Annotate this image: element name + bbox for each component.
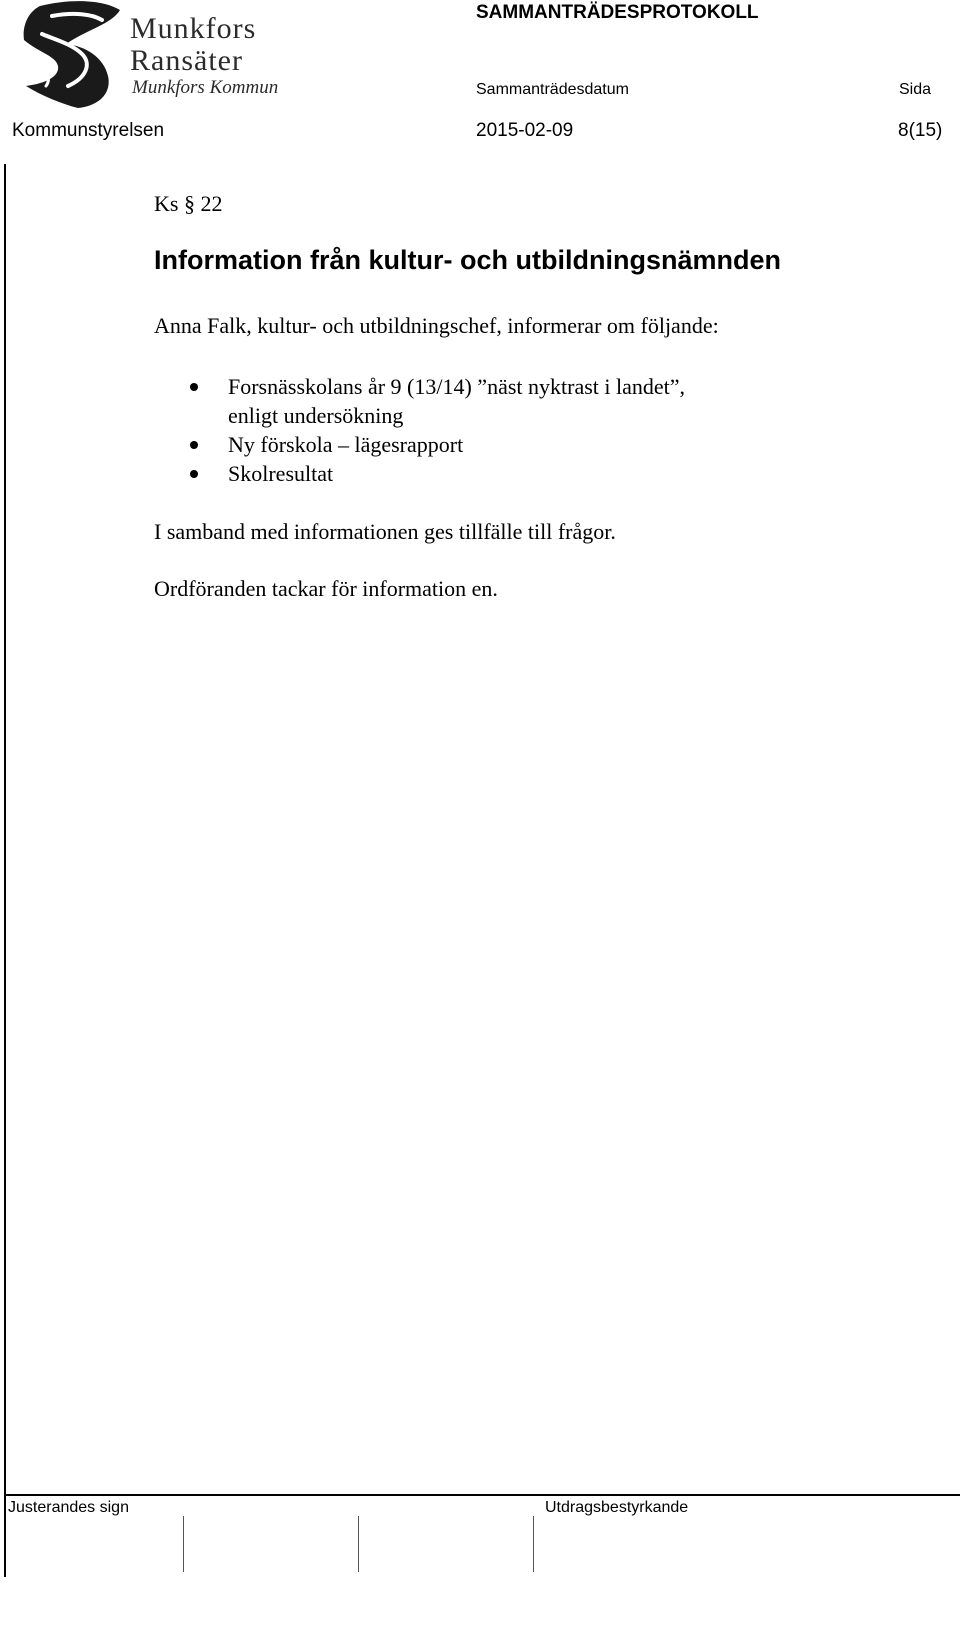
list-item xyxy=(190,459,685,488)
margin-rule xyxy=(4,164,6,1577)
paragraph-reference: Ks § 22 xyxy=(154,191,223,216)
page-label: Sida xyxy=(899,81,932,98)
signature-box-divider xyxy=(533,1516,534,1572)
meeting-date-label: Sammanträdesdatum xyxy=(476,81,629,98)
page-number: 8(15) xyxy=(898,120,943,141)
page-title: Information från kultur- och utbildningsnämnden xyxy=(154,245,781,275)
list-item xyxy=(190,372,685,430)
extract-certification-label: Utdragsbestyrkande xyxy=(545,1499,689,1516)
footer-divider xyxy=(4,1494,960,1496)
signature-label: Justerandes sign xyxy=(8,1499,129,1516)
list-item xyxy=(190,430,685,459)
logo-line-1: Munkfors xyxy=(130,12,257,45)
bullet-icon xyxy=(190,383,198,391)
logo-emblem-icon xyxy=(12,0,302,110)
logo-line-3: Munkfors Kommun xyxy=(132,77,279,98)
closing-text: Ordföranden tackar för information en. xyxy=(154,576,498,601)
bullet-icon xyxy=(190,441,198,449)
signature-box-divider xyxy=(358,1516,359,1572)
signature-box-divider xyxy=(183,1516,184,1572)
intro-text: Anna Falk, kultur- och utbildningschef, informerar om följande: xyxy=(154,313,719,338)
bullet-icon xyxy=(190,470,198,478)
list-item-text: Ny förskola – lägesrapport xyxy=(228,432,464,457)
list-item-text-continued: enligt undersökning xyxy=(228,403,404,428)
bullet-list xyxy=(190,372,685,488)
logo-line-2: Ransäter xyxy=(130,44,243,77)
organization-name: Kommunstyrelsen xyxy=(12,120,165,141)
list-item-text: Forsnässkolans år 9 (13/14) ”näst nyktrast i landet”, xyxy=(228,374,686,399)
closing-text: I samband med informationen ges tillfälle till frågor. xyxy=(154,519,616,544)
meeting-date: 2015-02-09 xyxy=(476,120,574,141)
document-type: SAMMANTRÄDESPROTOKOLL xyxy=(476,2,759,23)
list-item-text: Skolresultat xyxy=(228,461,334,486)
municipality-logo xyxy=(12,0,302,110)
